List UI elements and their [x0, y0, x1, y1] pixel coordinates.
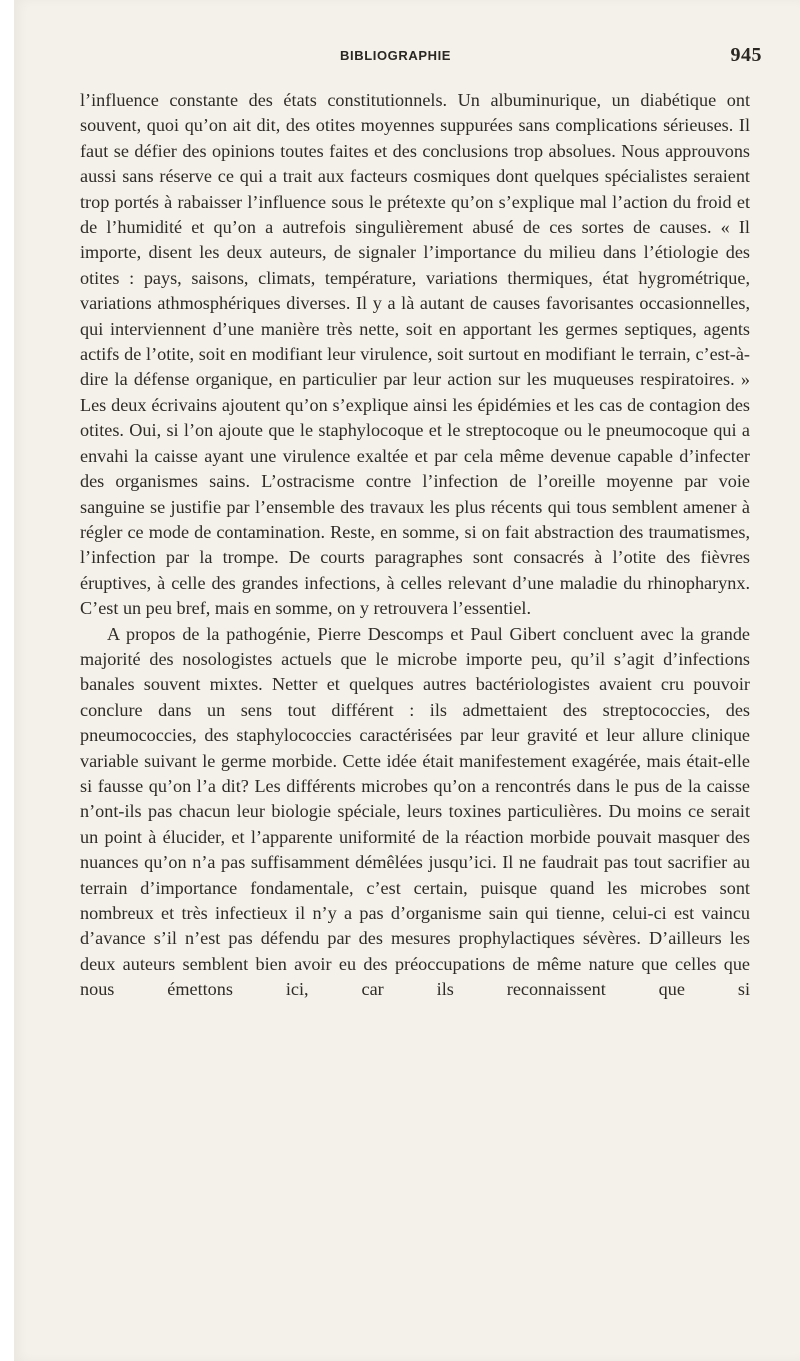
- book-page: [14, 0, 800, 1361]
- paragraph-2: A propos de la pathogénie, Pierre Descomps et Paul Gibert concluent avec la grande majorité des nosologistes actuels que le microbe importe peu, qu’il s’agit d’infections banales souvent mixtes. Netter et quelques autres bactériologistes avaient cru pouvoir conclure dans un sens tout différent : ils admettaient des streptococcies, des pneumococcies, des staphylococcies caractérisées par leur gravité et leur allure clinique variable suivant le germe morbide. Cette idée était manifestement exagérée, mais était-elle si fausse qu’on l’a dit? Les différents microbes qu’on a rencontrés dans le pus de la caisse n’ont-ils pas chacun leur biologie spéciale, leurs toxines particulières. Du moins ce serait un point à élucider, et l’apparente uniformité de la réaction morbide pouvait masquer des nuances qu’on n’a pas suffisamment démêlées jusqu’ici. Il ne faudrait pas tout sacrifier au terrain d’importance fondamentale, c’est certain, puisque quand les microbes sont nombreux et très infectieux il n’y a pas d’organisme sain qui tienne, celui-ci est vaincu d’avance s’il n’est pas défendu par des mesures prophylactiques sévères. D’ailleurs les deux auteurs semblent bien avoir eu des préoccupations de même nature que celles que nous émettons ici, car ils reconnaissent que si: [80, 623, 750, 1000]
- running-head: BIBLIOGRAPHIE: [340, 48, 452, 63]
- page-header: [14, 46, 800, 70]
- body-text: [80, 88, 750, 1003]
- page-number: 945: [730, 44, 762, 66]
- paragraph-1: l’influence constante des états constitutionnels. Un albuminurique, un diabétique ont souvent, quoi qu’on ait dit, des otites moyennes suppurées sans complications sérieuses. Il faut se défier des opinions toutes faites et des conclusions trop absolues. Nous approuvons aussi sans réserve ce qui a trait aux facteurs cosmiques dont quelques spécialistes seraient trop portés à rabaisser l’influence sous le prétexte qu’on s’explique mal l’action du froid et de l’humidité et qu’on a autrefois singulièrement abusé de ces sortes de causes. « Il importe, disent les deux auteurs, de signaler l’importance du milieu dans l’étiologie des otites : pays, saisons, climats, température, variations thermiques, état hygrométrique, variations athmosphériques diverses. Il y a là autant de causes favorisantes occasionnelles, qui interviennent d’une manière très nette, soit en apportant les germes septiques, agents actifs de l’otite, soit en modifiant leur virulence, soit surtout en modifiant le terrain, c’est-à-dire la défense organique, en particulier par leur action sur les muqueuses respiratoires. » Les deux écrivains ajoutent qu’on s’explique ainsi les épidémies et les cas de contagion des otites. Oui, si l’on ajoute que le staphylocoque et le streptocoque ou le pneumocoque qui a envahi la caisse ayant une virulence exaltée et par cela même devenue capable d’infecter des organismes sains. L’ostracisme contre l’infection de l’oreille moyenne par voie sanguine se justifie par l’ensemble des travaux les plus récents qui tous semblent amener à régler ce mode de contamination. Reste, en somme, si on fait abstraction des traumatismes, l’infection par la trompe. De courts paragraphes sont consacrés à l’otite des fièvres éruptives, à celle des grandes infections, à celles relevant d’une maladie du rhinopharynx. C’est un peu bref, mais en somme, on y retrouvera l’essentiel.: [80, 90, 750, 619]
